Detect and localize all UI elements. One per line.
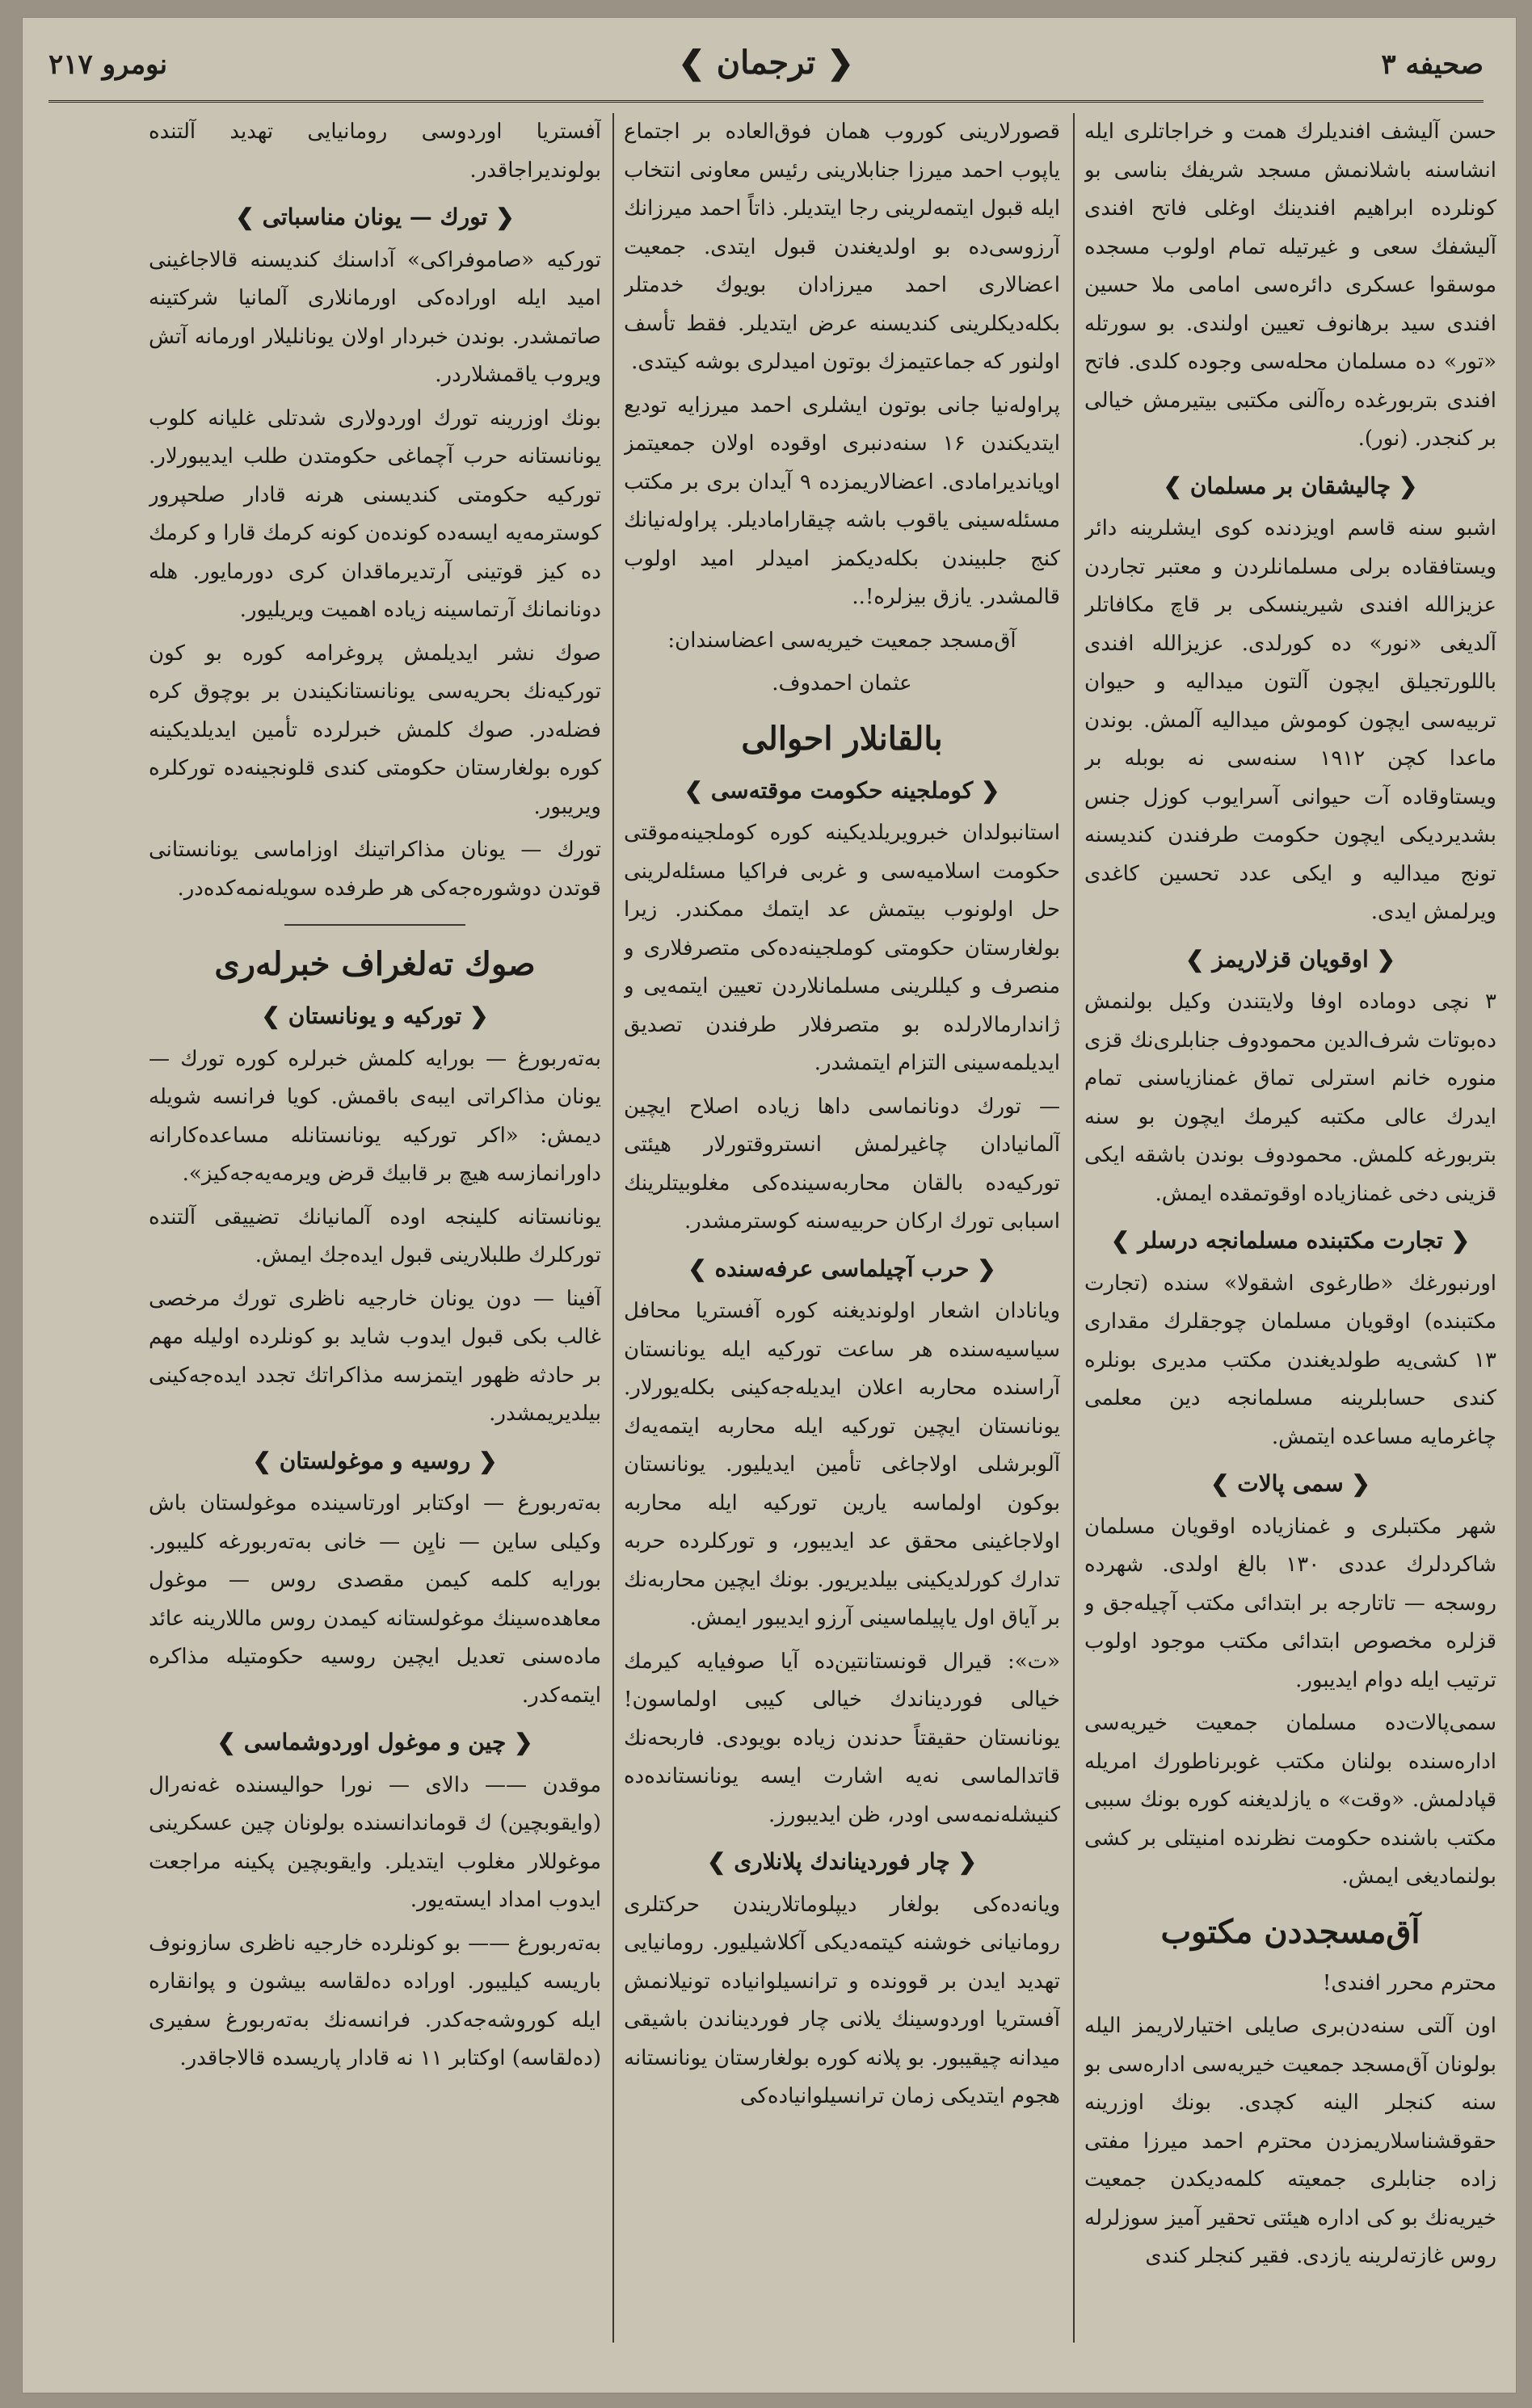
- article-heading: ❮ چالیشقان بر مسلمان ❯: [1084, 467, 1496, 506]
- article-heading: ❮ تجارت مکتبنده مسلمانجه درسلر ❯: [1084, 1221, 1496, 1260]
- page-number: صحیفه ۳: [1381, 48, 1484, 81]
- paragraph: استانبولدان خبرویریلدیکینه کوره کوملجینه‌موقتی حکومت اسلامیه‌سی و غربی فراکیا مسئله‌لرینی حل اولونوب بیتمش عد ایتمك ممکندر. زیرا بولغارستان حکومتی کوملجینه‌ده‌کی متصرفلاری و منصرف و کیللرینی مسلمانلاردن تعیین ایتمه‌یی و ژاندارمالارلده بو متصرفلار طرفندن تصدیق ایدیلمه‌سینی التزام ایتمشدر.: [624, 821, 1060, 1075]
- column-right: [1084, 113, 1496, 2343]
- paragraph: یونانستانه کلینجه اوده آلمانیانك تضییقی آلتنده تورکلرك طلبلارینی قبول ایده‌جك ایمش.: [149, 1204, 601, 1267]
- column-divider: [1073, 113, 1075, 2343]
- section-title: بالقانلار احوالی: [741, 719, 943, 758]
- article-heading: ❮ کوملجینه حکومت موقته‌سی ❯: [624, 771, 1060, 810]
- paragraph: قصورلارینی کوروب همان فوق‌العاده بر اجتماع یاپوب احمد میرزا جنابلارینی رئیس معاونی انتخاب ایله قبول ایتمه‌لرینی رجا ایتدیلر. ذاتاً احمد میرزانك آرزوسی‌ده بو اولدیغندن قبول ایتدی. جمعیت اعضالاری احمد میرزادان بویوك خدمتلر بکله‌دیکلرینی کندیسنه عرض ایتدیلر. فقط تأسف اولنور که جماعتیمزك بوتون امیدلری بوشه کیتدی.: [624, 120, 1060, 374]
- paragraph: بەتەربورغ — اوکتابر اورتاسینده موغولستان باش وکیلی ساین — نایِن — خانی بەتەربورغه کلیبور. بورایه کلمه کیمن مقصدی روس — موغول معاهده‌سینك موغولستانه کیمدن روس ماللارینه عائد ماده‌سنی تعدیل ایچین روسیه حکومتیله مذاکره ایتمه‌کدر.: [149, 1491, 601, 1708]
- article-heading: ❮ سمی پالات ❯: [1084, 1465, 1496, 1503]
- article-heading: ❮ تورك — یونان مناسباتی ❯: [149, 198, 601, 237]
- newspaper-title: ❮ ترجمان ❯: [678, 44, 854, 82]
- paragraph: سمی‌پالات‌ده مسلمان جمعیت خیریه‌سی اداره‌سنده بولنان مکتب غوبرناطورك امریله قپادلمش. «وقت» ه یازلدیغنه کوره بونك سببی مکتب باشنده حکومت نظرنده امنیتلی بر کشی بولنمادیغی ایمش.: [1084, 1711, 1496, 1889]
- paragraph: پراولەنیا جانی بوتون ایشلری احمد میرزایه تودیع ایتدیکندن ۱۶ سنه‌دنبری اوقوده اولان جمعیتمز اویاندیرامادی. اعضالاریمزده ۹ آیدان بری بر مکتب مسئله‌سینی یاقوب باشه چیقارامادیلر. پراولەنیانك کنج جلبیندن بکله‌دیکمز امیدلر امید اولوب قالمشدر. یازق بیزلره!..: [624, 393, 1060, 609]
- paragraph: محترم محرر افندی!: [1322, 1970, 1496, 1995]
- article-heading: ❮ چین و موغول اوردوشماسی ❯: [149, 1723, 601, 1762]
- paragraph: تورکیه «صاموفراکی» آداسنك کندیسنه قالاجاغینی امید ایله اوراده‌کی اورمانلاری آلمانیا شرکتینه صاتمشدر. بوندن خبردار اولان یونانلیلار اورمانه آتش ویروب یاقمشلاردر.: [149, 247, 601, 387]
- paragraph: حسن آلیشف افندیلرك همت و خراجاتلری ایله انشاسنه باشلانمش مسجد شریفك بناسی بو کونلرده ابراهیم افندینك اوغلی فاتح افندی آلیشفك سعی و غیرتیله تمام اولوب مسجده موسقوا عسکری دائره‌سی امامی ملا حسین افندی سید برهانوف تعیین اولندی. بو سورتله «تور» ده مسلمان محله‌سی وجوده کلدی. فاتح افندی بتربورغده ره‌آلنی مکتبی بیتیرمش خیالی بر کنجدر. (نور).: [1084, 120, 1496, 451]
- signature: عثمان احمدوف.: [772, 671, 912, 696]
- paragraph: آفستریا اوردوسی رومانیایی تهدید آلتنده بولوندیراجاقدر.: [149, 120, 601, 183]
- column-middle: [624, 113, 1060, 2343]
- paragraph: بەتەربورغ —— بو کونلرده خارجیه ناظری سازونوف باریسه کیلیبور. اوراده دەلقاسه بیشون و پوانقاره ایله کوروشه‌جه‌کدر. فرانسه‌نك بەتەربورغ سفیری (دەلقاسه) اوکتابر ۱۱ نه قادار پاریسده قالاجاقدر.: [149, 1931, 601, 2070]
- article-heading: ❮ تورکیه و یونانستان ❯: [149, 997, 601, 1036]
- paragraph: صوك نشر ایدیلمش پروغرامه کوره بو کون تورکیه‌نك بحریه‌سی یونانستانکیندن بر بوچوق کره فضله‌در. صوك کلمش خبرلرده تأمین ایدیلدیکینه کوره بولغارستان حکومتی کندی قلونجینه‌ده تورکلره ویریبور.: [149, 641, 601, 819]
- paragraph: اون آلتی سنه‌دن‌بری صایلی اختیارلاریمز الیله بولونان آق‌مسجد جمعیت خیریه‌سی اداره‌سی بو سنه کنجلر الینه کچدی. بونك اوزرینه حقوقشناسلاریمزدن محترم احمد میرزا مفتی زاده جنابلری جمعیته کلمه‌دیکدن جمعیت خیریه‌نك بو کی اداره هیئتی تحقیر آمیز سوزلرله روس غازته‌لرینه یازدی. فقیر کنجلر کندی: [1084, 2014, 1496, 2268]
- header-rule: [48, 100, 1484, 103]
- paragraph: — تورك دونانماسی داها زیاده اصلاح ایچین آلمانیادان چاغیرلمش انستروقتورلار هیئتی تورکیه‌ده بالقان محاربه‌سینده‌کی مغلوبیتلرینك اسبابی تورك ارکان حربیه‌سنه کوسترمشدر.: [624, 1094, 1060, 1233]
- article-heading: ❮ چار فوردیناندك پلانلاری ❯: [624, 1843, 1060, 1881]
- paragraph: ویانه‌ده‌کی بولغار دیپلوماتلاریندن حرکتلری رومانیانی خوشنه کیتمه‌دیکی آکلاشیلیور. رومانیایی تهدید ایدن بر قوونده و ترانسیلوانیاده تونیلانمش آفستریا اوردوسینك یلانی چار فوردیناندن باشیقی میدانه چیقیبور. بو پلانه کوره بولغارستان یونانستانه هجوم ایتدیکی زمان ترانسیلوانیاده‌کی: [624, 1892, 1060, 2108]
- paragraph: آفینا — دون یونان خارجیه ناظری تورك مرخصی غالب بکی قبول ایدوب شاید بو کونلرده اولیله مهم بر حادثه ظهور ایتمزسه مذاکراتك تجدد ایده‌جه‌کینی بیلدیریمشدر.: [149, 1286, 601, 1426]
- paragraph: بەتەربورغ — بورایه کلمش خبرلره کوره تورك — یونان مذاکراتی ایبه‌ی باقمش. کویا فرانسه شویله دیمش: «اکر تورکیه یونانستانله مساعده‌کارانه داورانمازسه هیچ بر قابیك قرض ویرمه‌یه‌جه‌کیز».: [149, 1046, 601, 1186]
- paragraph: بونك اوزرینه تورك اوردولاری شدتلی غلیانه کلوب یونانستانه حرب آچماغی حکومتدن طلب ایدیبورلار. تورکیه حکومتی کندیسنی هرنه قادار صلحپرور کوسترمه‌یه ایسه‌ده کونده‌ن کونه کرمك قارا و کرمك ده کیز قوتینی آرتدیرماقدان کری دورمایور. هله دونانمانك آرتماسینه زیاده اهمیت ویریلیور.: [149, 406, 601, 622]
- section-title: صوك تەلغراف خبرلەری: [214, 945, 536, 983]
- paragraph: «ت»: قیرال قونستانتین‌ده آیا صوفیایه کیرمك خیالی فوردیناندك خیالی کیبی اولماسون! یونانستان حقیقتاً حدندن زیاده بویودی. فاربحه‌نك قاتدالماسی نه‌یه اشارت ایسه یونانستانده‌ده کنیشله‌نمه‌سی اودر، ظن ایدیبورز.: [624, 1649, 1060, 1827]
- paragraph: ویانادان اشعار اولوندیغنه کوره آفستریا محافل سیاسیه‌سنده هر ساعت تورکیه ایله یونانستان آراسنده محاربه اعلان ایدیله‌جه‌کینی بکله‌یورلار. یونانستان ایچین تورکیه ایله محاربه ایتمه‌یه‌ك آلوبرشلی اولاجاغی تأمین ایدیلیور. یونانستان بوکون اولماسه یارین تورکیه ایله محاربه اولاجاغینی محقق عد ایدیبور، و تورکلرده حربه تدارك کورلدیکینی بیلدیریور. بونك ایچین محاربه‌نك بر آیاق اول یاپیلماسینی آرزو ایدیبور ایمش.: [624, 1299, 1060, 1630]
- paragraph: اشبو سنه قاسم اویزدنده کوی ایشلرینه دائر ویستافقاده برلی مسلمانلردن و معتبر تجاردن عزیزالله افندی شیرینسکی بر قاچ مکافاتلر آلدیغی «نور» ده کورلدی. عزیزالله افندی باللورتجیلق ایچون آلتون میدالیه و حیوان تربیه‌سی ایچون کوموش میدالیه آلمش. بوندن ماعدا کچن ۱۹۱۲ سنه‌سی نه بوبله بر ویستاوقاده آت حیوانی آسرایوب کوزل جنس بشدیردیکی ایچون حکومت طرفندن کندیسنه تونج میدالیه و ایکی عدد تحسین کاغدی ویرلمش ایدی.: [1084, 516, 1496, 924]
- divider: [284, 924, 465, 926]
- article-heading: ❮ اوقویان قزلاریمز ❯: [1084, 940, 1496, 979]
- issue-number: نومرو ۲۱۷: [48, 48, 168, 81]
- column-left: [149, 113, 601, 2343]
- paragraph: ۳ نچی دوماده اوفا ولایتندن وکیل بولنمش دەبوتات شرف‌الدین محمودوف جنابلری‌نك قزی منوره خانم استرلی تماق غمنازیاسنی تمام ایدرك عالی مکتبه کیرمك ایچون بو سنه بتربورغه کلمش. محمودوف بوندن باشقه ایکی قزینی دخی غمنازیاده اوقوتمقده ایمش.: [1084, 990, 1496, 1206]
- article-heading: ❮ روسیه و موغولستان ❯: [149, 1442, 601, 1481]
- paragraph: موقدن —— دالای — نورا حوالیسنده غەنەرال (وایقوبچین) ك قوماندانسنده بولونان چین عسکرینی موغوللار مغلوب ایتدیلر. وایقوبچین پکینه مراجعت ایدوب امداد ایستەیور.: [149, 1772, 601, 1912]
- column-divider: [612, 113, 614, 2343]
- page-header: [48, 39, 1484, 95]
- article-heading: ❮ حرب آچیلماسی عرفه‌سنده ❯: [624, 1250, 1060, 1288]
- section-title: آق‌مسجددن مکتوب: [1160, 1912, 1420, 1951]
- paragraph: شهر مکتبلری و غمنازیاده اوقویان مسلمان شاکردلرك عددی ۱۳۰ بالغ اولدی. شهرده روسجه — تاتارجه بر ابتدائی مکتب آچیله‌جق و قزلره مخصوص ابتدائی مکتب موجود اولوب ترتیب ایله دوام ایدیبور.: [1084, 1514, 1496, 1692]
- paragraph: اورنبورغك «طارغوی اشقولا» سنده (تجارت مکتبنده) اوقویان مسلمان چوجقلرك مقداری ۱۳ کشی‌یه طولدیغندن مکتب مدیری بونلره کندی حسابلرینه مسلمانجه دین معلمی چاغرمایه مساعده ایتمش.: [1084, 1271, 1496, 1449]
- paragraph: تورك — یونان مذاکراتینك اوزاماسی یونانستانی قوتدن دوشوره‌جه‌کی هر طرفده سویله‌نمه‌کده‌در.: [149, 838, 601, 901]
- signature: آق‌مسجد جمعیت خیریه‌سی اعضاسندان:: [667, 628, 1016, 653]
